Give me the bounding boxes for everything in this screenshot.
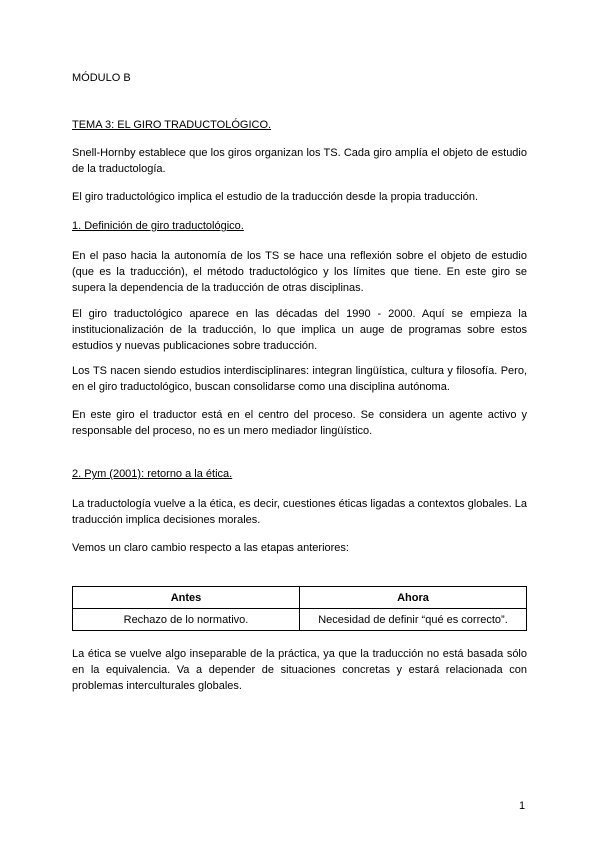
table-header-ahora: Ahora <box>300 587 527 609</box>
paragraph-decadas: El giro traductológico aparece en las décadas del 1990 - 2000. Aquí se empieza la institucionalización de la traducción, lo que implica un auge de programas sobre estos estudios y nuevas publicaciones sobre traducción. <box>72 308 527 352</box>
paragraph-interdisciplinares: Los TS nacen siendo estudios interdisciplinares: integran lingüística, cultura y filosofía. Pero, en el giro traductológico, buscan consolidarse como una disciplina autónoma. <box>72 365 527 393</box>
table-cell-antes: Rechazo de lo normativo. <box>73 609 300 631</box>
comparison-table-wrapper <box>72 586 527 631</box>
paragraph-snell-hornby: Snell-Hornby establece que los giros organizan los TS. Cada giro amplía el objeto de estudio de la traductología. <box>72 147 527 175</box>
paragraph-etica: La traductología vuelve a la ética, es decir, cuestiones éticas ligadas a contextos globales. La traducción implica decisiones morales. <box>72 498 527 526</box>
paragraph-traductor-centro: En este giro el traductor está en el centro del proceso. Se considera un agente activo y responsable del proceso, no es un mero mediador lingüístico. <box>72 409 527 437</box>
paragraph-giro-definicion: El giro traductológico implica el estudio de la traducción desde la propia traducción. <box>72 191 479 203</box>
module-title: MÓDULO B <box>72 72 131 84</box>
table-header-row <box>73 587 527 609</box>
section-heading-definicion: 1. Definición de giro traductológico. <box>72 220 244 232</box>
paragraph-etica-practica: La ética se vuelve algo inseparable de la práctica, ya que la traducción no está basada sólo en la equivalencia. Va a depender de situaciones concretas y estará relacionada con problemas interculturales globales. <box>72 648 527 692</box>
comparison-table <box>72 586 527 631</box>
table-header-antes: Antes <box>73 587 300 609</box>
topic-title: TEMA 3: EL GIRO TRADUCTOLÓGICO. <box>72 119 272 131</box>
paragraph-autonomia: En el paso hacia la autonomía de los TS se hace una reflexión sobre el objeto de estudio (que es la traducción), el método traductológico y los límites que tiene. En este giro se supera la dependencia de la traducción de otras disciplinas. <box>72 250 527 294</box>
table-cell-ahora: Necesidad de definir “qué es correcto”. <box>300 609 527 631</box>
table-row <box>73 609 527 631</box>
section-heading-pym: 2. Pym (2001): retorno a la ética. <box>72 468 233 480</box>
paragraph-cambio: Vemos un claro cambio respecto a las etapas anteriores: <box>72 542 349 554</box>
page-number: 1 <box>519 800 526 812</box>
